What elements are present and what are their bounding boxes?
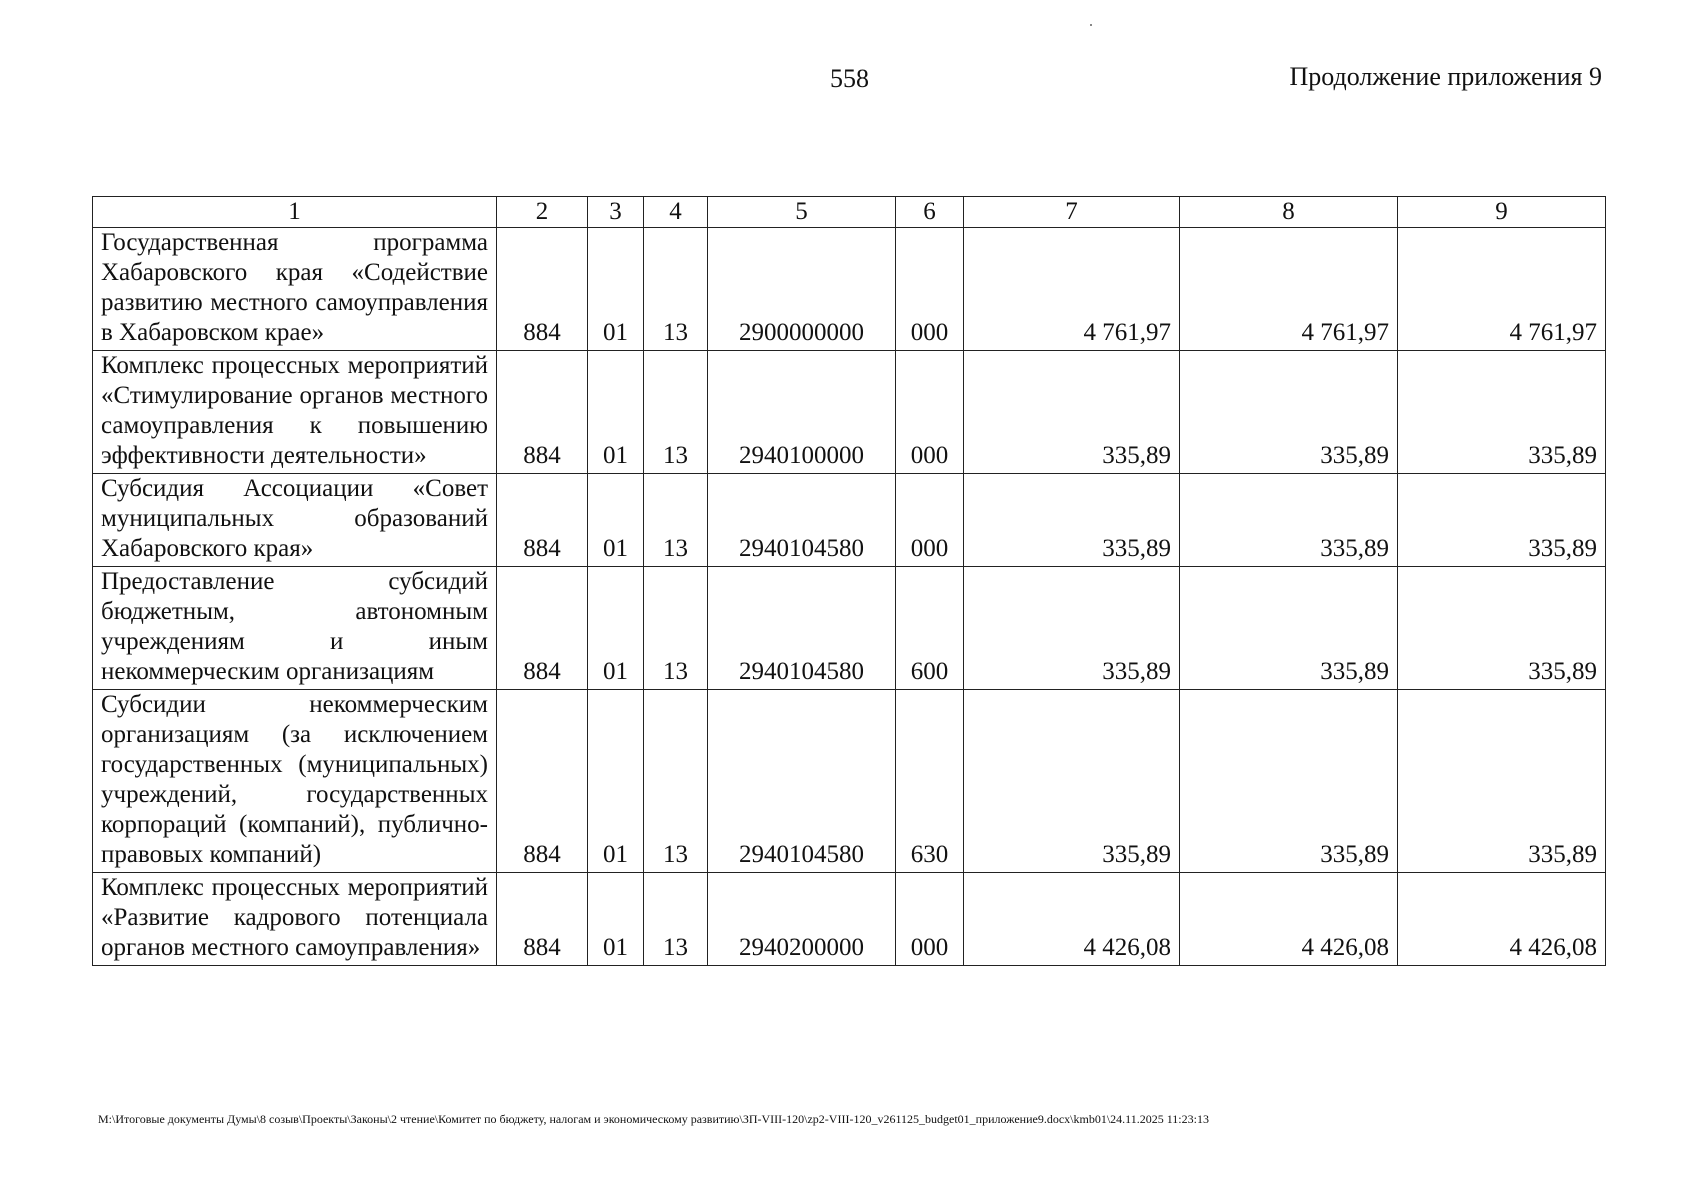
cell-c7: 335,89 <box>964 567 1180 690</box>
cell-c2: 884 <box>497 474 588 567</box>
column-number: 4 <box>644 197 708 228</box>
cell-c7: 335,89 <box>964 351 1180 474</box>
cell-c4: 13 <box>644 351 708 474</box>
cell-c2: 884 <box>497 228 588 351</box>
cell-c9: 335,89 <box>1398 351 1606 474</box>
cell-c2: 884 <box>497 567 588 690</box>
cell-c3: 01 <box>588 351 644 474</box>
cell-c9: 4 761,97 <box>1398 228 1606 351</box>
budget-table <box>92 196 1606 966</box>
cell-c5: 2940104580 <box>708 474 896 567</box>
cell-c2: 884 <box>497 690 588 873</box>
column-number: 9 <box>1398 197 1606 228</box>
column-number: 8 <box>1180 197 1398 228</box>
cell-c8: 4 426,08 <box>1180 873 1398 966</box>
document-path-footer: M:\Итоговые документы Думы\8 созыв\Проекты\Законы\2 чтение\Комитет по бюджету, налогам и экономическому развитию\ЗП-VIII-120\zp2-VIII-120_v261125_budget01_приложение9.docx\kmb01\24.11.2025 11:23:13 <box>98 1112 1209 1126</box>
cell-c6: 630 <box>896 690 964 873</box>
cell-c3: 01 <box>588 228 644 351</box>
column-number: 5 <box>708 197 896 228</box>
cell-c5: 2940104580 <box>708 690 896 873</box>
column-number-row <box>93 197 1606 228</box>
page-number: 558 <box>830 64 869 93</box>
cell-c7: 4 426,08 <box>964 873 1180 966</box>
continuation-label: Продолжение приложения 9 <box>1289 62 1602 91</box>
cell-c6: 600 <box>896 567 964 690</box>
cell-c3: 01 <box>588 474 644 567</box>
cell-c6: 000 <box>896 228 964 351</box>
row-name: Комплекс процессных мероприятий «Развитие кадрового потенциала органов местного самоуправления» <box>93 873 497 966</box>
cell-c8: 335,89 <box>1180 474 1398 567</box>
scan-speck <box>1090 24 1092 26</box>
cell-c5: 2940104580 <box>708 567 896 690</box>
cell-c8: 4 761,97 <box>1180 228 1398 351</box>
cell-c4: 13 <box>644 474 708 567</box>
cell-c8: 335,89 <box>1180 351 1398 474</box>
cell-c7: 335,89 <box>964 474 1180 567</box>
cell-c9: 335,89 <box>1398 474 1606 567</box>
cell-c9: 335,89 <box>1398 567 1606 690</box>
cell-c5: 2900000000 <box>708 228 896 351</box>
cell-c3: 01 <box>588 873 644 966</box>
cell-c2: 884 <box>497 873 588 966</box>
row-name: Государственная программа Хабаровского края «Содействие развитию местного самоуправления в Хабаровском крае» <box>93 228 497 351</box>
table-row <box>93 351 1606 474</box>
column-number: 3 <box>588 197 644 228</box>
column-number: 1 <box>93 197 497 228</box>
row-name: Субсидии некоммерческим организациям (за исключением государственных (муниципальных) учреждений, государственных корпораций (компаний), публично-правовых компаний) <box>93 690 497 873</box>
table-row <box>93 474 1606 567</box>
cell-c8: 335,89 <box>1180 567 1398 690</box>
cell-c7: 4 761,97 <box>964 228 1180 351</box>
cell-c5: 2940100000 <box>708 351 896 474</box>
cell-c8: 335,89 <box>1180 690 1398 873</box>
row-name: Субсидия Ассоциации «Совет муниципальных образований Хабаровского края» <box>93 474 497 567</box>
cell-c4: 13 <box>644 228 708 351</box>
table-row <box>93 567 1606 690</box>
cell-c9: 4 426,08 <box>1398 873 1606 966</box>
cell-c4: 13 <box>644 690 708 873</box>
row-name: Предоставление субсидий бюджетным, автономным учреждениям и иным некоммерческим организациям <box>93 567 497 690</box>
cell-c2: 884 <box>497 351 588 474</box>
column-number: 2 <box>497 197 588 228</box>
cell-c4: 13 <box>644 567 708 690</box>
cell-c4: 13 <box>644 873 708 966</box>
table-row <box>93 690 1606 873</box>
table-row <box>93 873 1606 966</box>
column-number: 6 <box>896 197 964 228</box>
cell-c7: 335,89 <box>964 690 1180 873</box>
cell-c6: 000 <box>896 873 964 966</box>
table-row <box>93 228 1606 351</box>
cell-c9: 335,89 <box>1398 690 1606 873</box>
cell-c6: 000 <box>896 474 964 567</box>
cell-c6: 000 <box>896 351 964 474</box>
column-number: 7 <box>964 197 1180 228</box>
cell-c3: 01 <box>588 567 644 690</box>
cell-c3: 01 <box>588 690 644 873</box>
row-name: Комплекс процессных мероприятий «Стимулирование органов местного самоуправления к повышению эффективности деятельности» <box>93 351 497 474</box>
cell-c5: 2940200000 <box>708 873 896 966</box>
